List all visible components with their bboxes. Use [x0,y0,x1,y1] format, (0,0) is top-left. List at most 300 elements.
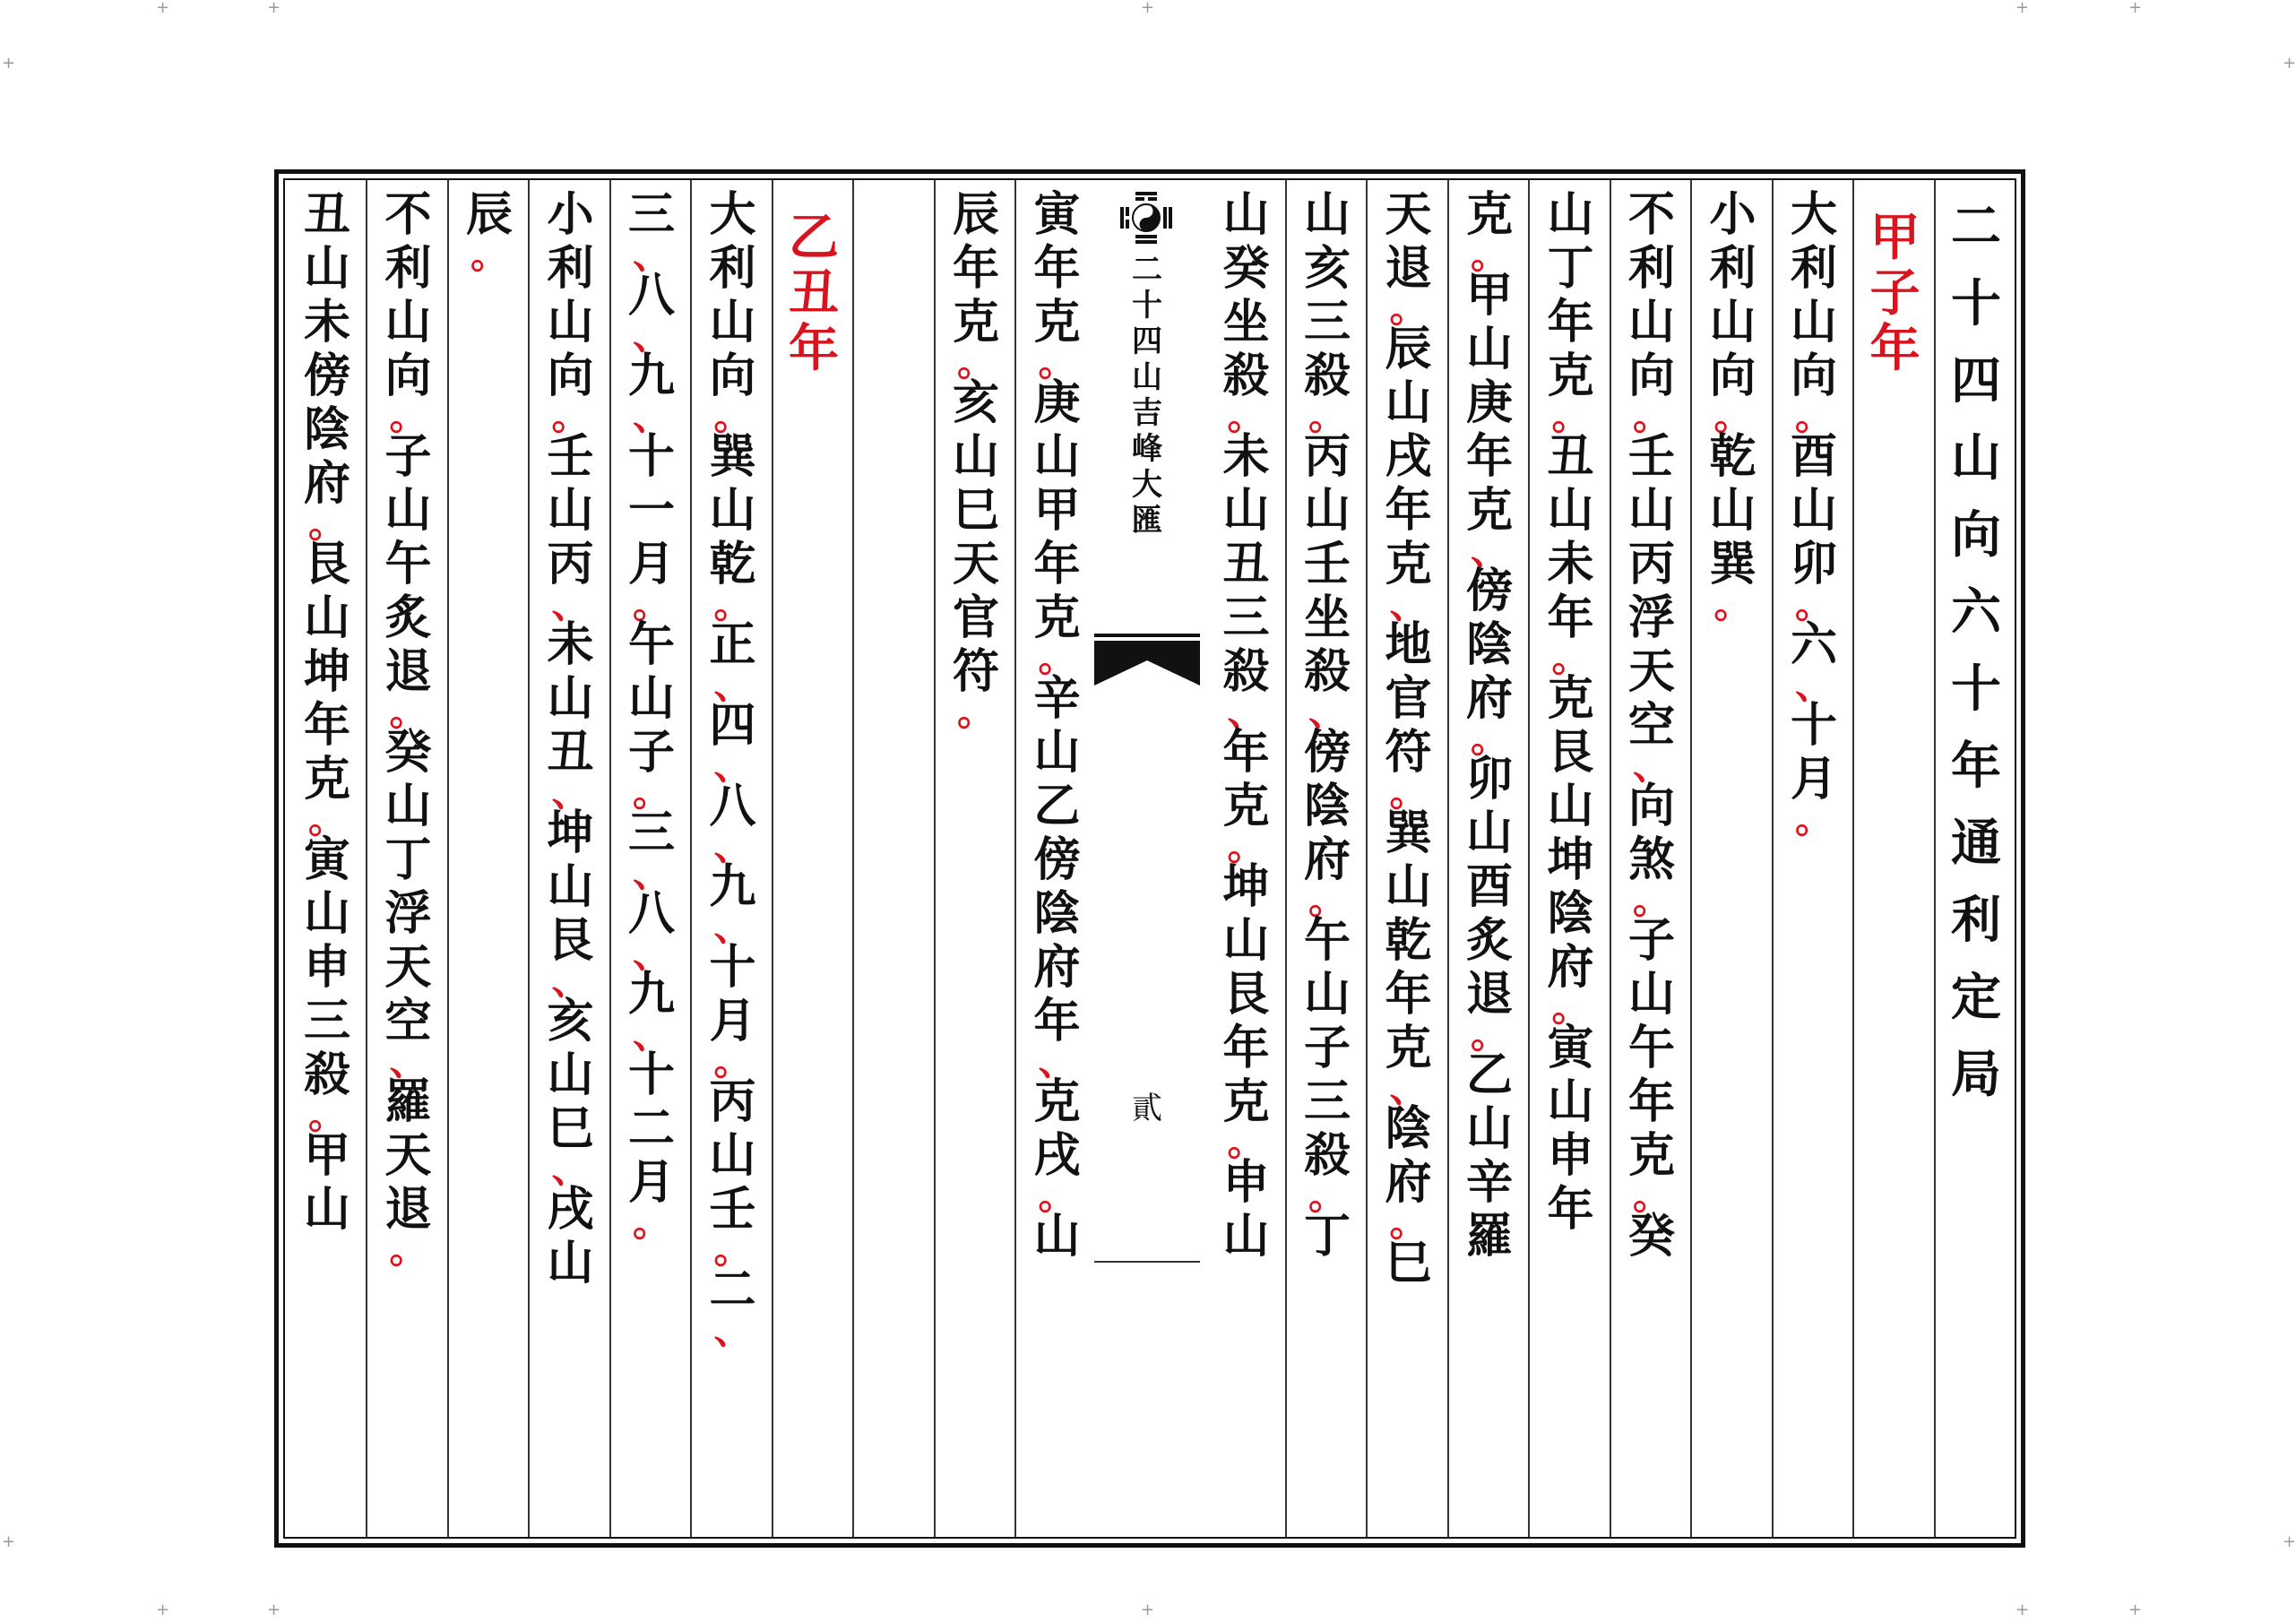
glyph: 克 [1465,187,1513,242]
punctuation-mark: 。 [389,690,427,734]
crop-mark: + [1141,1600,1155,1619]
glyph: 卯 [1465,752,1513,807]
punctuation-mark: 、 [713,824,752,868]
glyph: 巽 [709,429,756,484]
text-column [1532,188,1610,1237]
glyph: 府 [1465,671,1513,726]
glyph: 丑 [1547,429,1594,484]
glyph: 年 [1033,994,1081,1048]
glyph: 艮 [303,537,350,591]
punctuation-mark: 。 [1308,878,1346,922]
glyph: 八 [709,779,756,833]
glyph: 戌 [1033,1128,1081,1183]
glyph: 官 [952,591,999,645]
glyph: 辰 [1385,322,1432,376]
glyph: 壬 [1303,537,1351,591]
glyph: 山 [547,295,594,349]
text-column [1774,187,1853,841]
center-title-char: 十 [1132,288,1162,324]
punctuation-mark: 。 [1713,394,1752,438]
punctuation-mark: 、 [1308,690,1346,734]
fishtail-band [1094,634,1200,686]
glyph: 向 [384,349,432,403]
punctuation-mark: 。 [470,233,508,277]
glyph: 丑 [303,187,350,242]
glyph: 天 [1627,644,1675,699]
crop-mark: + [267,1600,281,1619]
punctuation-mark: 、 [632,1013,670,1057]
glyph: 府 [1303,833,1351,887]
glyph: 山 [1465,322,1513,376]
glyph: 退 [1465,967,1513,1022]
glyph: 年 [952,241,999,296]
glyph: 利 [1951,891,2001,950]
glyph: 年 [1951,737,2001,796]
glyph: 艮 [1547,725,1594,780]
glyph: 庚 [1465,375,1513,430]
center-vertical-title [1094,252,1200,539]
glyph: 甲 [1033,483,1081,538]
center-title-char: 四 [1132,324,1162,359]
glyph: 午 [627,617,675,672]
glyph: 乙 [1465,1048,1513,1102]
glyph: 戌 [547,1182,594,1237]
glyph: 官 [1385,671,1432,726]
glyph: 三 [627,806,675,860]
glyph: 陰 [303,402,350,457]
glyph: 山 [1627,483,1675,538]
glyph: 辛 [1033,671,1081,726]
glyph: 十 [627,1048,675,1102]
glyph: 山 [1222,913,1270,968]
glyph: 巽 [1709,537,1757,591]
glyph: 乙 [789,208,839,267]
crop-mark: + [156,1600,170,1619]
glyph: 克 [1465,483,1513,538]
glyph: 亥 [1303,241,1351,296]
glyph: 山 [1222,1209,1270,1264]
punctuation-mark: 、 [1389,582,1428,626]
glyph: 山 [547,1236,594,1290]
glyph: 退 [384,1182,432,1237]
punctuation-mark: 。 [389,1228,427,1272]
glyph: 山 [1790,295,1837,349]
glyph: 殺 [1222,644,1270,699]
glyph: 坐 [1303,591,1351,645]
glyph: 亥 [547,994,594,1048]
glyph: 年 [1033,537,1081,591]
glyph: 府 [303,456,350,511]
glyph: 大 [709,187,756,242]
glyph: 山 [303,591,350,645]
glyph: 年 [1547,591,1594,645]
glyph: 山 [1951,428,2001,487]
glyph: 山 [1627,967,1675,1022]
glyph: 山 [1303,967,1351,1022]
glyph: 丁 [384,833,432,887]
glyph: 山 [1465,806,1513,860]
text-column [1694,187,1773,626]
center-title-char: 大 [1132,467,1162,503]
glyph: 山 [547,671,594,726]
glyph: 山 [1222,187,1270,242]
glyph: 壬 [1627,429,1675,484]
glyph: 年 [1627,1074,1675,1129]
glyph: 山 [1547,1074,1594,1129]
punctuation-mark: 。 [1470,233,1508,277]
center-title-char: 峰 [1132,431,1162,467]
glyph: 卯 [1790,537,1837,591]
punctuation-mark: 。 [1551,636,1590,680]
glyph: 大 [1790,187,1837,242]
punctuation-mark: 、 [1227,690,1265,734]
glyph: 山 [303,1182,350,1237]
glyph: 坤 [1222,859,1270,914]
punctuation-mark: 。 [1038,636,1076,680]
crop-mark: + [2,1532,16,1551]
glyph: 年 [1222,725,1270,780]
glyph: 克 [1222,779,1270,833]
glyph: 山 [547,859,594,914]
punctuation-mark: 。 [1794,582,1833,626]
glyph: 月 [627,1155,675,1210]
glyph: 傍 [1465,564,1513,618]
glyph: 向 [1790,349,1837,403]
punctuation-mark: 。 [956,690,995,734]
glyph: 癸 [1627,1209,1675,1264]
glyph: 壬 [547,429,594,484]
glyph: 乾 [1709,429,1757,484]
glyph: 乾 [1385,913,1432,968]
punctuation-mark: 、 [551,771,590,815]
glyph: 三 [1222,591,1270,645]
crop-mark: + [2128,1600,2143,1619]
glyph: 午 [384,537,432,591]
glyph: 十 [709,940,756,995]
glyph: 一 [627,483,675,538]
punctuation-mark: 。 [1227,1120,1265,1164]
glyph: 山 [1547,779,1594,833]
punctuation-mark: 。 [1632,1174,1670,1218]
glyph: 克 [1222,1074,1270,1129]
glyph: 傍 [1303,725,1351,780]
glyph: 丑 [789,263,839,323]
glyph: 辰 [465,187,513,242]
glyph: 浮 [384,886,432,941]
glyph: 三 [303,994,350,1048]
column-rule [528,180,530,1537]
glyph: 年 [1547,1182,1594,1237]
glyph: 年 [303,698,350,753]
glyph: 艮 [1222,967,1270,1022]
center-title-char: 二 [1132,252,1162,288]
glyph: 向 [709,349,756,403]
glyph: 山 [952,429,999,484]
punctuation-mark: 。 [956,341,995,384]
center-title-char: 匯 [1132,503,1162,539]
glyph: 向 [547,349,594,403]
text-column [1450,188,1529,1264]
punctuation-mark: 。 [389,394,427,438]
glyph: 甲 [303,1128,350,1183]
glyph: 八 [627,886,675,941]
glyph: 未 [303,295,350,349]
crop-mark: + [156,0,170,17]
punctuation-mark: 、 [551,582,590,626]
glyph: 小 [547,187,594,242]
glyph: 殺 [303,1048,350,1102]
punctuation-mark: 、 [632,314,670,358]
crop-mark: + [267,0,281,17]
glyph: 山 [1547,483,1594,538]
glyph: 局 [1951,1045,2001,1104]
glyph: 克 [1627,1128,1675,1183]
glyph: 山 [709,483,756,538]
glyph: 年 [1547,295,1594,349]
glyph: 十 [1951,274,2001,333]
text-column [1288,188,1367,1264]
glyph: 坤 [303,644,350,699]
glyph: 山 [1033,429,1081,484]
glyph: 不 [1627,187,1675,242]
crop-mark: + [2283,54,2296,73]
punctuation-mark: 、 [632,233,670,277]
glyph: 山 [1033,725,1081,780]
glyph: 府 [1033,940,1081,995]
page-number: 貳 [1132,1091,1162,1126]
glyph: 年 [1385,967,1432,1022]
glyph: 定 [1951,968,2001,1027]
glyph: 退 [1385,241,1432,296]
glyph: 山 [1790,483,1837,538]
glyph: 山 [1465,1101,1513,1156]
glyph: 天 [952,537,999,591]
punctuation-mark: 、 [713,663,752,707]
glyph: 山 [384,779,432,833]
glyph: 午 [1303,913,1351,968]
glyph: 二 [1951,197,2001,256]
punctuation-mark: 、 [1632,744,1670,788]
glyph: 山 [303,241,350,296]
glyph: 寅 [303,833,350,887]
glyph: 山 [627,671,675,726]
glyph: 艮 [547,913,594,968]
punctuation-mark: 。 [713,582,752,626]
center-bottom-rule [1094,1261,1200,1263]
glyph: 巳 [547,1101,594,1156]
glyph: 月 [1790,752,1837,807]
glyph: 陰 [1385,1101,1432,1156]
glyph: 年 [1869,319,1921,378]
glyph: 利 [709,241,756,296]
glyph: 煞 [1627,833,1675,887]
glyph: 申 [1222,1155,1270,1210]
glyph: 丙 [547,537,594,591]
punctuation-mark: 。 [307,1093,346,1137]
punctuation-mark: 。 [1308,394,1346,438]
glyph: 山 [709,1128,756,1183]
punctuation-mark: 。 [1470,717,1508,761]
glyph: 克 [952,295,999,349]
glyph: 子 [384,429,432,484]
punctuation-mark: 。 [632,1201,670,1245]
glyph: 九 [627,967,675,1022]
punctuation-mark: 、 [1794,663,1833,707]
glyph: 向 [1627,779,1675,833]
glyph: 山 [384,295,432,349]
text-column [1612,188,1691,1264]
crop-mark: + [2283,1532,2296,1551]
glyph: 子 [627,725,675,780]
glyph: 十 [1790,698,1837,753]
glyph: 十 [627,429,675,484]
punctuation-mark: 。 [1794,798,1833,841]
glyph: 克 [1033,295,1081,349]
page-title [1937,188,2015,1113]
glyph: 巳 [952,483,999,538]
glyph: 癸 [1222,241,1270,296]
glyph: 甲 [1869,208,1921,267]
glyph: 殺 [1222,349,1270,403]
glyph: 十 [1951,660,2001,719]
text-column [369,187,448,1272]
punctuation-mark: 、 [713,1308,752,1352]
glyph: 山 [1303,187,1351,242]
glyph: 利 [384,241,432,296]
glyph: 九 [709,859,756,914]
glyph: 山 [547,483,594,538]
punctuation-mark: 。 [1470,1013,1508,1057]
punctuation-mark: 。 [632,771,670,815]
punctuation-mark: 。 [1389,1201,1428,1245]
glyph: 月 [709,994,756,1048]
glyph: 山 [1709,483,1757,538]
glyph: 癸 [384,725,432,780]
glyph: 克 [1385,537,1432,591]
punctuation-mark: 。 [713,394,752,438]
crop-mark: + [1141,0,1155,17]
punctuation-mark: 。 [1308,1174,1346,1218]
glyph: 六 [1951,582,2001,642]
glyph: 空 [1627,698,1675,753]
punctuation-mark: 、 [1038,1040,1076,1083]
punctuation-mark: 。 [1038,1174,1076,1218]
text-column [450,187,529,277]
punctuation-mark: 、 [389,1040,427,1083]
punctuation-mark: 。 [1713,582,1752,626]
glyph: 傍 [1033,833,1081,887]
glyph: 甲 [1465,268,1513,323]
punctuation-mark: 。 [551,394,590,438]
punctuation-mark: 、 [713,905,752,949]
glyph: 未 [1222,429,1270,484]
punctuation-mark: 、 [632,932,670,976]
glyph: 山 [709,295,756,349]
glyph: 利 [547,241,594,296]
glyph: 炙 [1465,913,1513,968]
glyph: 六 [1790,617,1837,672]
punctuation-mark: 、 [1389,1066,1428,1110]
text-column [612,187,691,1245]
glyph: 八 [627,268,675,323]
glyph: 酉 [1790,429,1837,484]
glyph: 四 [1951,351,2001,410]
glyph: 山 [1222,483,1270,538]
glyph: 乙 [1033,779,1081,833]
glyph: 通 [1951,814,2001,873]
glyph: 山 [303,886,350,941]
center-fold-column [1094,180,1200,1537]
glyph: 利 [1627,241,1675,296]
glyph: 利 [1709,241,1757,296]
punctuation-mark: 。 [1227,824,1265,868]
glyph: 月 [627,537,675,591]
punctuation-mark: 。 [1389,771,1428,815]
glyph: 天 [384,1128,432,1183]
punctuation-mark: 。 [1038,341,1076,384]
glyph: 山 [384,483,432,538]
glyph: 符 [952,644,999,699]
glyph: 乾 [709,537,756,591]
glyph: 辛 [1465,1155,1513,1210]
glyph: 山 [1385,859,1432,914]
glyph: 申 [303,940,350,995]
glyph: 空 [384,994,432,1048]
glyph: 九 [627,349,675,403]
glyph: 府 [1385,1155,1432,1210]
glyph: 壬 [709,1182,756,1237]
glyph: 陰 [1465,617,1513,672]
punctuation-mark: 。 [307,502,346,546]
glyph: 子 [1869,263,1921,323]
year-heading [1856,188,1935,376]
glyph: 府 [1547,940,1594,995]
column-rule [1934,180,1936,1537]
glyph: 正 [709,617,756,672]
glyph: 未 [547,617,594,672]
text-column [1018,188,1097,1264]
column-rule [852,180,854,1537]
crop-mark: + [2128,0,2143,17]
text-column [531,188,610,1290]
glyph: 三 [1303,1074,1351,1129]
glyph: 寅 [1547,1021,1594,1075]
glyph: 亥 [952,375,999,430]
punctuation-mark: 。 [307,798,346,841]
punctuation-mark: 、 [632,851,670,895]
punctuation-mark: 。 [1632,394,1670,438]
glyph: 山 [1709,295,1757,349]
glyph: 戌 [1385,429,1432,484]
glyph: 丙 [1627,537,1675,591]
glyph: 子 [1627,913,1675,968]
glyph: 浮 [1627,591,1675,645]
glyph: 山 [1385,375,1432,430]
punctuation-mark: 。 [713,1040,752,1083]
crop-mark: + [2015,0,2030,17]
glyph: 羅 [384,1074,432,1129]
text-column [937,187,1015,734]
glyph: 申 [1547,1128,1594,1183]
glyph: 丑 [547,725,594,780]
glyph: 向 [1627,349,1675,403]
glyph: 年 [1222,1021,1270,1075]
glyph: 不 [384,187,432,242]
center-title-char: 吉 [1132,395,1162,431]
text-column [694,187,773,1352]
glyph: 年 [789,319,839,378]
glyph: 殺 [1303,644,1351,699]
